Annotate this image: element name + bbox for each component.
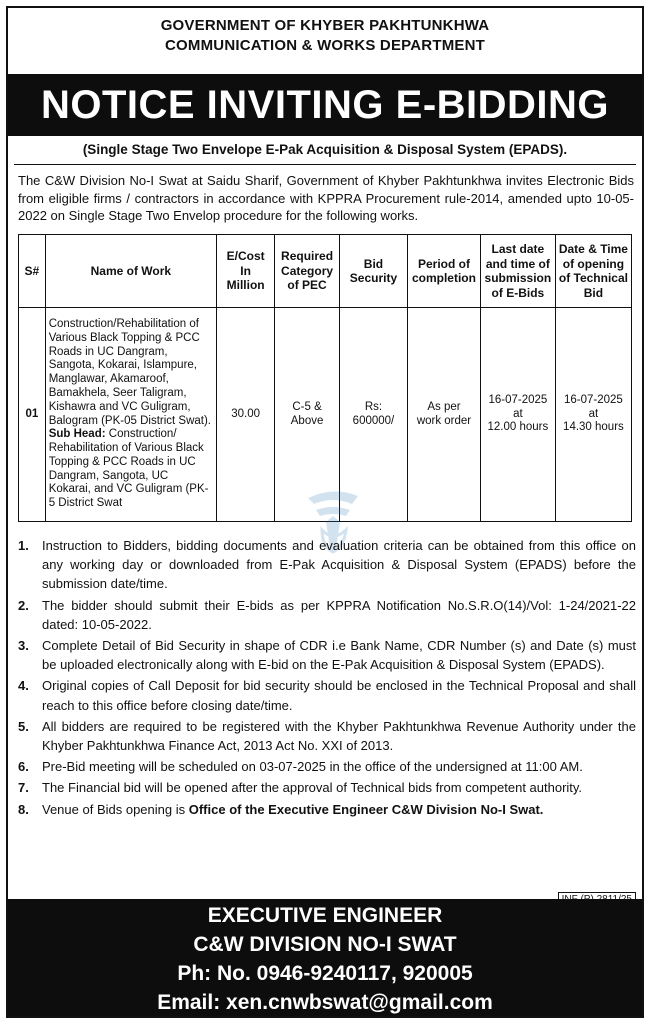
last-date-line-3: 12.00 hours xyxy=(487,421,549,434)
instruction-venue: Office of the Executive Engineer C&W Division No-I Swat. xyxy=(188,801,544,817)
cell-cost: 30.00 xyxy=(217,308,275,522)
table-header-row xyxy=(19,235,632,308)
opening-line-2: at xyxy=(588,407,599,420)
instruction-number: 6. xyxy=(18,759,29,775)
cell-last-date xyxy=(480,308,555,522)
instruction-number: 5. xyxy=(18,718,29,734)
instruction-text: Instruction to Bidders, bidding documents and evaluation criteria can be obtained from this office on any working day or downloaded from E-Pak Acquisition & Disposal System (EPADS) before the submission date/time. xyxy=(42,538,636,592)
divider xyxy=(14,164,636,165)
period-line-1: As per xyxy=(427,400,461,413)
col-last-date: Last date and time of submission of E-Bids xyxy=(480,235,555,308)
footer-phone: Ph: No. 0946-9240117, 920005 xyxy=(177,962,473,985)
intro-paragraph: The C&W Division No-I Swat at Saidu Sharif, Government of Khyber Pakhtunkhwa invites Electronic Bids from eligible firms / contractors in accordance with KPPRA Procurement rule-2014, amended upto 10-05-2022 on Single Stage Two Envelop procedure for the following works. xyxy=(18,173,634,223)
col-period: Period of completion xyxy=(408,235,481,308)
col-opening-date: Date & Time of opening of Technical Bid xyxy=(555,235,631,308)
instruction-text: Original copies of Call Deposit for bid security should be enclosed in the Technical Proposal and shall reach to this office before closing date/time. xyxy=(42,678,636,713)
government-header xyxy=(8,16,642,56)
instruction-item xyxy=(18,757,636,776)
notice-subtitle: (Single Stage Two Envelope E-Pak Acquisition & Disposal System (EPADS). xyxy=(82,142,568,157)
instruction-text: Venue of Bids opening is xyxy=(42,801,189,817)
instruction-text: The Financial bid will be opened after the approval of Technical bids from competent authority. xyxy=(42,780,583,796)
cell-sno: 01 xyxy=(19,308,46,522)
subhead-label: Sub Head: xyxy=(48,428,106,441)
instruction-item xyxy=(18,536,636,594)
instruction-item xyxy=(18,778,636,797)
category-line-1: C-5 & xyxy=(292,400,322,413)
period-line-2: work order xyxy=(416,414,472,427)
col-bid-security: Bid Security xyxy=(339,235,407,308)
instruction-item xyxy=(18,596,636,634)
security-line-2: 600000/ xyxy=(352,414,395,427)
header-line-2: COMMUNICATION & WORKS DEPARTMENT xyxy=(165,37,485,54)
instruction-item xyxy=(18,717,636,755)
opening-line-1: 16-07-2025 xyxy=(564,393,623,406)
instruction-text: The bidder should submit their E-bids as per KPPRA Notification No.S.R.O(14)/Vol: 1-24/2021-22 dated: 10-05-2022. xyxy=(42,597,636,632)
instruction-text: All bidders are required to be registered with the Khyber Pakhtunkhwa Revenue Authority under the Khyber Pakhtunkhwa Finance Act, 2013 Act No. XXI of 2013. xyxy=(42,718,636,754)
col-name-of-work: Name of Work xyxy=(45,235,216,308)
last-date-line-2: at xyxy=(513,407,523,420)
subhead-text: Construction/ Rehabilitation of Various Black Topping & PCC Roads in UC Dangram, Sangota, UC Kokarai, and VC Guligram (PK-5 District Swat xyxy=(48,428,209,510)
opening-line-3: 14.30 hours xyxy=(563,421,624,434)
instruction-text: Pre-Bid meeting will be scheduled on 03-07-2025 in the office of the undersigned at 11:00 AM. xyxy=(42,759,583,775)
instructions-list xyxy=(18,536,636,821)
notice-title: NOTICE INVITING E-BIDDING xyxy=(40,83,610,127)
instruction-item xyxy=(18,676,636,714)
footer-email: Email: xen.cnwbswat@gmail.com xyxy=(157,991,493,1014)
notice-frame xyxy=(6,6,644,1018)
instruction-number: 7. xyxy=(18,780,29,796)
col-sno: S# xyxy=(19,235,46,308)
footer-contact xyxy=(8,899,642,1016)
last-date-line-1: 16-07-2025 xyxy=(488,393,548,406)
cell-period xyxy=(408,308,481,522)
cell-name-of-work xyxy=(45,308,216,522)
header-line-1: GOVERNMENT OF KHYBER PAKHTUNKHWA xyxy=(160,17,490,34)
works-table xyxy=(18,234,632,522)
notice-title-banner xyxy=(8,74,642,136)
instruction-number: 8. xyxy=(18,801,29,817)
instruction-item xyxy=(18,636,636,674)
work-description: Construction/Rehabilitation of Various Black Topping & PCC Roads in UC Dangram, Sangota, Kokarai, Islampure, Manglawar, Akamaroof, Bamakhela, Seer Taligram, Kishawra and VC Guligram, Balogram (PK-05 District Swat). xyxy=(48,317,212,427)
instruction-number: 4. xyxy=(18,678,29,694)
instruction-item xyxy=(18,800,636,819)
security-line-1: Rs: xyxy=(364,400,383,413)
category-line-2: Above xyxy=(290,414,324,427)
col-cost: E/Cost In Million xyxy=(217,235,275,308)
footer-designation: EXECUTIVE ENGINEER xyxy=(207,904,443,927)
cell-opening-date xyxy=(555,308,631,522)
instruction-number: 3. xyxy=(18,638,29,654)
instruction-text: Complete Detail of Bid Security in shape of CDR i.e Bank Name, CDR Number (s) and Date (s) must be uploaded electronically along with E-bid on the E-Pak Acquisition & Disposal System (EPADS). xyxy=(42,638,636,673)
footer-division: C&W DIVISION NO-I SWAT xyxy=(193,933,457,956)
instruction-number: 1. xyxy=(18,538,29,553)
col-category: Required Category of PEC xyxy=(275,235,340,308)
instruction-number: 2. xyxy=(18,597,29,613)
